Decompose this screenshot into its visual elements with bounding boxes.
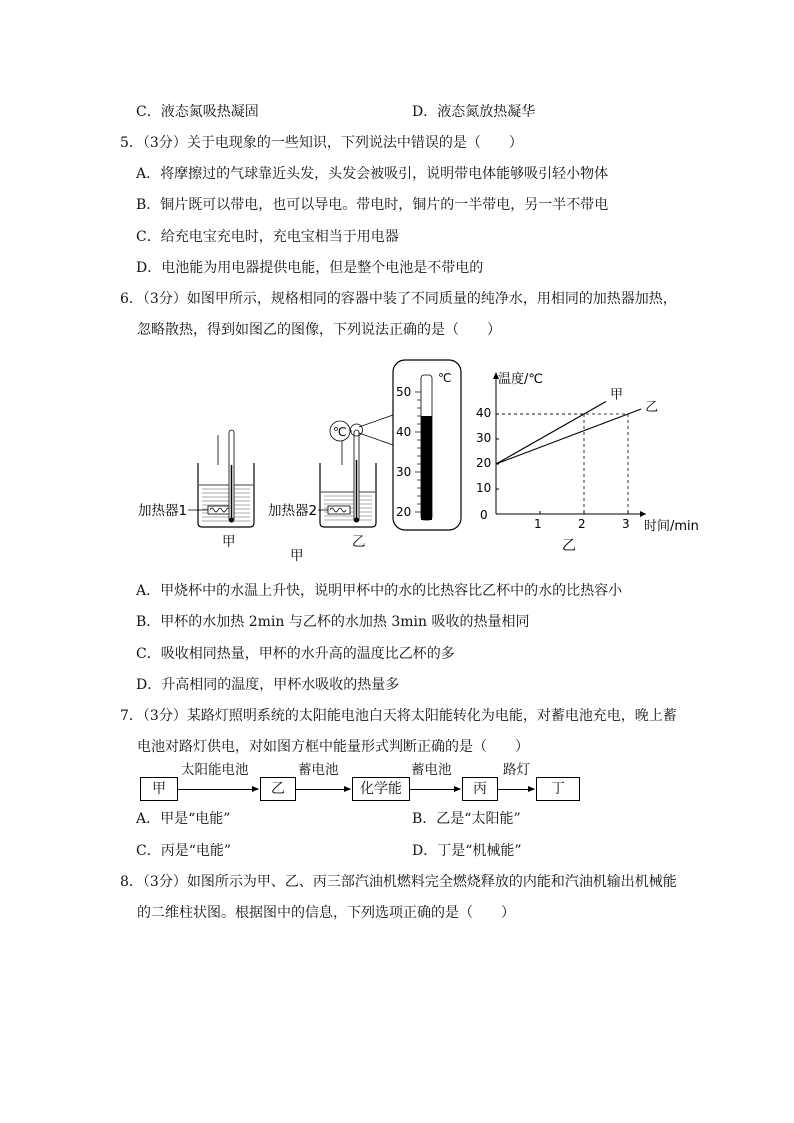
q6-option-a: A．甲烧杯中的水温上升快，说明甲杯中的水的比热容比乙杯中的水的比热容小 <box>136 583 623 599</box>
q6-option-c: C．吸收相同热量，甲杯的水升高的温度比乙杯的多 <box>136 646 455 662</box>
q7-option-a: A．甲是“电能” <box>136 811 231 827</box>
q8-stem-line2: 的二维柱状图。根据图中的信息，下列选项正确的是（ ） <box>137 905 515 921</box>
flow-arrow-label-battery-2: 蓄电池 <box>411 762 452 778</box>
q6-option-b: B．甲杯的水加热 2min 与乙杯的水加热 3min 吸收的热量相同 <box>136 614 530 630</box>
therm-tick-40: 40 <box>396 425 412 439</box>
q5-option-b: B．铜片既可以带电，也可以导电。带电时，铜片的一半带电，另一半不带电 <box>136 197 609 213</box>
flow-arrow-label-battery-1: 蓄电池 <box>298 762 339 778</box>
flow-box-jia: 甲 <box>140 777 178 801</box>
heater-2-coil <box>328 506 350 514</box>
q6-temperature-graph <box>470 362 710 557</box>
graph-tick-y-30: 30 <box>476 431 492 445</box>
graph-ylabel: 温度/℃ <box>498 372 543 387</box>
q7-option-d: D．丁是“机械能” <box>412 843 522 859</box>
q6-option-d: D．升高相同的温度，甲杯水吸收的热量多 <box>136 677 400 693</box>
flow-box-yi: 乙 <box>260 777 296 801</box>
q7-option-c: C．丙是“电能” <box>136 843 232 859</box>
graph-tick-x-0: 0 <box>480 508 488 522</box>
heater-1-label: 加热器1 <box>138 503 188 519</box>
flow-box-ding: 丁 <box>536 777 580 801</box>
q7-stem-line2: 电池对路灯供电，对如图方框中能量形式判断正确的是（ ） <box>137 739 529 755</box>
celsius-dial-label: ℃ <box>333 425 347 439</box>
flow-arrow-3 <box>410 789 460 790</box>
therm-tick-30: 30 <box>396 465 412 479</box>
q7-option-b: B．乙是“太阳能” <box>412 811 521 827</box>
series-line-jia <box>496 402 606 465</box>
q6-stem-line1: 6．（3分）如图甲所示，规格相同的容器中装了不同质量的纯净水，用相同的加热器加热， <box>120 291 677 307</box>
flow-arrow-label-solar-cell: 太阳能电池 <box>181 762 249 778</box>
q5-option-c: C．给充电宝充电时，充电宝相当于用电器 <box>136 229 399 245</box>
beaker-2-label: 乙 <box>352 534 366 550</box>
q5-option-a: A．将摩擦过的气球靠近头发，头发会被吸引，说明带电体能够吸引轻小物体 <box>136 166 609 182</box>
flow-arrow-2 <box>296 789 350 790</box>
q6-apparatus-figure <box>130 355 470 570</box>
therm-unit: ℃ <box>438 371 452 385</box>
beaker-1 <box>198 430 254 527</box>
series-label-jia: 甲 <box>610 387 624 403</box>
q6-stem-line2: 忽略散热，得到如图乙的图像，下列说法正确的是（ ） <box>137 322 501 338</box>
flow-box-chemical: 化学能 <box>352 777 410 801</box>
series-line-yi <box>496 409 641 464</box>
q5-option-d: D．电池能为用电器提供电能，但是整个电池是不带电的 <box>136 260 484 276</box>
figure-jia-caption: 甲 <box>290 548 304 564</box>
flow-arrow-1 <box>178 789 258 790</box>
q8-stem-line1: 8．（3分）如图所示为甲、乙、丙三部汽油机燃料完全燃烧释放的内能和汽油机输出机械能 <box>120 874 677 890</box>
therm-tick-50: 50 <box>396 385 412 399</box>
flow-arrow-label-streetlamp: 路灯 <box>503 762 530 778</box>
graph-tick-x-2: 2 <box>578 517 586 531</box>
q7-stem-line1: 7．（3分）某路灯照明系统的太阳能电池白天将太阳能转化为电能，对蓄电池充电，晚上蓄 <box>120 708 677 724</box>
q4-option-c: C．液态氮吸热凝固 <box>136 104 259 120</box>
graph-xlabel: 时间/min <box>644 519 699 534</box>
heater-1-coil <box>208 506 232 514</box>
graph-tick-y-40: 40 <box>476 406 492 420</box>
graph-caption: 乙 <box>562 538 576 554</box>
graph-tick-x-1: 1 <box>534 517 542 531</box>
flow-box-bing: 丙 <box>462 777 498 801</box>
q4-option-d: D．液态氮放热凝华 <box>412 104 536 120</box>
beaker-2 <box>320 424 376 527</box>
series-label-yi: 乙 <box>645 400 659 415</box>
graph-tick-y-10: 10 <box>476 481 492 495</box>
graph-tick-x-3: 3 <box>622 517 630 531</box>
graph-tick-y-20: 20 <box>476 456 492 470</box>
therm-tick-20: 20 <box>396 505 412 519</box>
q5-stem: 5．（3分）关于电现象的一些知识，下列说法中错误的是（ ） <box>120 135 523 151</box>
flow-arrow-4 <box>498 789 534 790</box>
heater-2-label: 加热器2 <box>268 503 318 519</box>
beaker-1-label: 甲 <box>222 534 236 550</box>
